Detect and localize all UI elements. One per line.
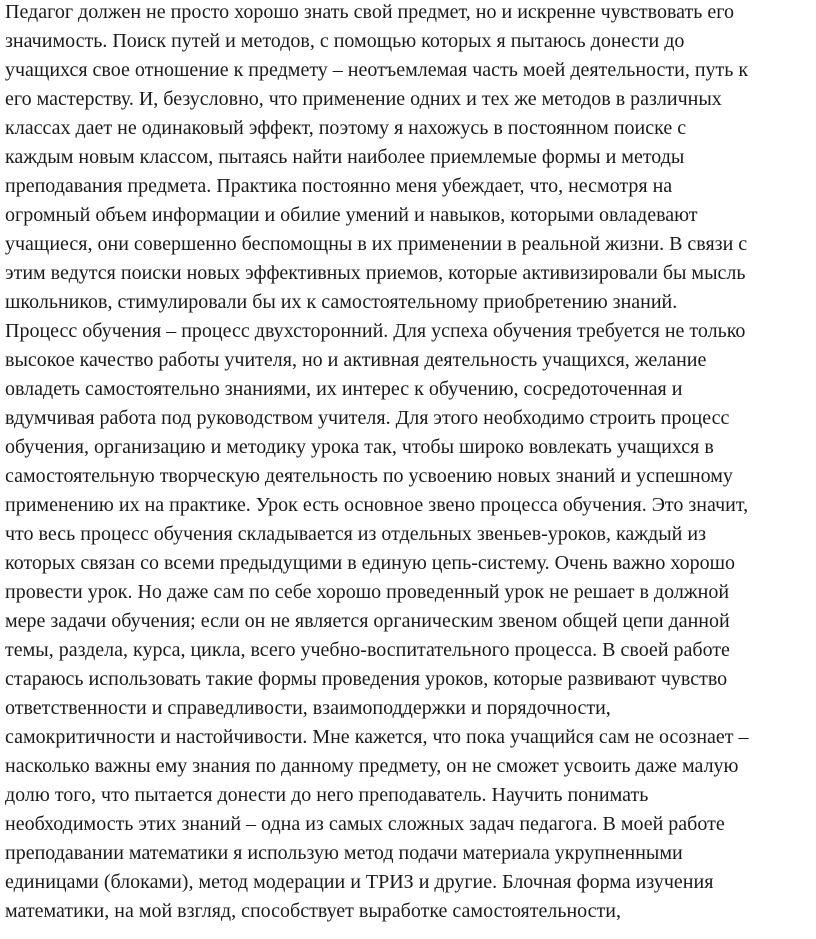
text-line: которых связан со всеми предыдущими в единую цепь-систему. Очень важно хорошо bbox=[5, 552, 736, 574]
text-line: самокритичности и настойчивости. Мне кажется, что пока учащийся сам не осознает – bbox=[5, 726, 749, 748]
text-line: провести урок. Но даже сам по себе хорошо проведенный урок не решает в должной bbox=[5, 581, 730, 603]
text-line: его мастерству. И, безусловно, что применение одних и тех же методов в различных bbox=[5, 88, 722, 110]
text-line: математики, на мой взгляд, способствует выработке самостоятельности, bbox=[5, 900, 621, 922]
text-line: преподавании математики я использую метод подачи материала укрупненными bbox=[5, 842, 683, 864]
text-line: стараюсь использовать такие формы проведения уроков, которые развивают чувство bbox=[5, 668, 728, 690]
text-line: что весь процесс обучения складывается из отдельных звеньев-уроков, каждый из bbox=[5, 523, 706, 545]
text-line: ответственности и справедливости, взаимоподдержки и порядочности, bbox=[5, 697, 611, 719]
text-line: темы, раздела, курса, цикла, всего учебно-воспитательного процесса. В своей работе bbox=[5, 639, 730, 661]
text-line: овладеть самостоятельно знаниями, их интерес к обучению, сосредоточенная и bbox=[5, 378, 683, 400]
text-line: классах дает не одинаковый эффект, поэтому я нахожусь в постоянном поиске с bbox=[5, 117, 687, 139]
text-line: применению их на практике. Урок есть основное звено процесса обучения. Это значит, bbox=[5, 494, 749, 516]
text-line: учащиеся, они совершенно беспомощны в их применении в реальной жизни. В связи с bbox=[5, 233, 748, 255]
text-line: долю того, что пытается донести до него преподаватель. Научить понимать bbox=[5, 784, 649, 806]
text-line: этим ведутся поиски новых эффективных приемов, которые активизировали бы мысль bbox=[5, 262, 746, 284]
text-line: единицами (блоками), метод модерации и ТРИЗ и другие. Блочная форма изучения bbox=[5, 871, 714, 893]
text-line: необходимость этих знаний – одна из самых сложных задач педагога. В моей работе bbox=[5, 813, 725, 835]
text-line: школьников, стимулировали бы их к самостоятельному приобретению знаний. bbox=[5, 291, 678, 313]
text-line: Процесс обучения – процесс двухсторонний. Для успеха обучения требуется не только bbox=[5, 320, 746, 342]
text-line: преподавания предмета. Практика постоянно меня убеждает, что, несмотря на bbox=[5, 175, 673, 197]
text-line: мере задачи обучения; если он не является органическим звеном общей цепи данной bbox=[5, 610, 730, 632]
text-line: насколько важны ему знания по данному предмету, он не сможет усвоить даже малую bbox=[5, 755, 739, 777]
text-line: огромный объем информации и обилие умений и навыков, которыми овладевают bbox=[5, 204, 698, 226]
text-line: учащихся свое отношение к предмету – неотъемлемая часть моей деятельности, путь к bbox=[5, 59, 749, 81]
text-line: самостоятельную творческую деятельность по усвоению новых знаний и успешному bbox=[5, 465, 733, 487]
text-line: значимость. Поиск путей и методов, с помощью которых я пытаюсь донести до bbox=[5, 30, 685, 52]
text-line: высокое качество работы учителя, но и активная деятельность учащихся, желание bbox=[5, 349, 707, 371]
text-line: каждым новым классом, пытаясь найти наиболее приемлемые формы и методы bbox=[5, 146, 685, 168]
text-line: вдумчивая работа под руководством учителя. Для этого необходимо строить процесс bbox=[5, 407, 730, 429]
text-line: Педагог должен не просто хорошо знать свой предмет, но и искренне чувствовать его bbox=[5, 1, 734, 23]
text-line: обучения, организацию и методику урока так, чтобы широко вовлекать учащихся в bbox=[5, 436, 714, 458]
